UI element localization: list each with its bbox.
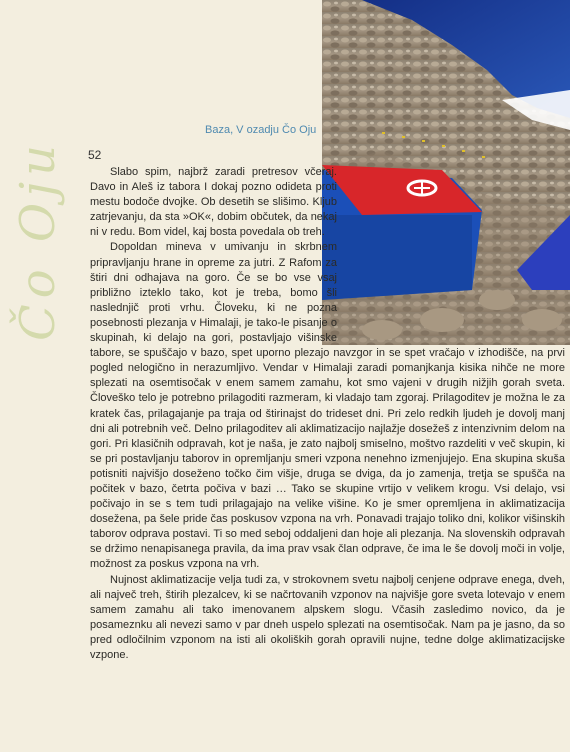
page-number: 52 — [88, 148, 102, 162]
photo-text-wrap — [337, 165, 565, 345]
paragraph: Dopoldan mineva v umivanju in skrbnem pripravljanju hrane in opreme za jutri. Z Rafom za štiri dni odhajava na goro. Če se bo vse vsaj približno izteklo tako, kot je treba, bomo šli naslednjič proti vrhu. Človeku, ki ne pozna posebnosti plezanja v Himalaji, je tako-le pisanje o skupinah, ki delajo na gori, postavljajo višinske tabore, se spuščajo v bazo, spet uporno plezajo navzgor in se spet vračajo v izhodišče, na prvi pogled nelogično in nerazumljivo. Vendar v Himalaji zaradi pomanjkanja kisika nihče ne more splezati na osemtisočak v enem samem zamahu, kot smo vajeni v drugih nižjih gorah sveta. Človeško telo je potrebno prilagoditi razmeram, ki vladajo tam zgoraj. Prilagoditev je možna le za kratek čas, prilagajanje pa traja od štirinajst do trideset dni. Pri zelo redkih ljudeh je dovolj manj dni ali potrebnih več. Delno prilagoditev ali aklimatizacijo najlažje dosežeš z intenzivnim delom na gori. Pri klasičnih odpravah, kot je naša, je zato najbolj smiselno, moštvo razdeliti v več skupin, ki se pri postavljanju taborov in opremljanju smeri vzpona nenehno izmenjujejo. Ena skupina skuša potisniti najvišjo doseženo točko čim višje, druga se dviga, da jo zamenja, tretja se spušča na počitek v bazo, četrta počiva v bazi … Tako se skupine vrtijo v velikem krogu. Vsi delajo, vsi počivajo in se s tem tudi prilagajajo na velike višine. Ko je smer opremljena in aklimatizacija dosežena, pa šele pride čas poskusov vzpona na vrh. Ponavadi trajajo toliko dni, kolikor višinskih taborov odprava postavi. Ti so med seboj oddaljeni dan hoje ali plezanja. Na slovenskih odpravah se držimo nenapisanega pravila, da ima prav vsak član odprave, če ima le še dovolj moči in volje, možnost za poskus vzpona na vrh. — [90, 241, 565, 571]
side-title: Čo Oju — [10, 138, 66, 342]
photo-caption: Baza, V ozadju Čo Oju — [205, 124, 317, 136]
paragraph: Nujnost aklimatizacije velja tudi za, v strokovnem svetu najbolj cenjene odprave enega, dveh, ali največ treh, štirih plezalcev, ki se načrtovanih vzponov na najvišje gore sveta lotevajo v enem samem zamahu ali tako imenovanem alpskem slogu. Včasih zasledimo novico, da je posameznku ali nevezi samo v par dneh uspelo splezati na osemtisočak. Nam pa je jasno, da so pred odločilnim vzponom na isti ali okoliških gorah opravili nujne, tedne dolge aklimatizacijske vzpone. — [90, 573, 565, 661]
paragraph: Slabo spim, najbrž zaradi pretresov včeraj. Davo in Aleš iz tabora I dokaj pozno odideta proti mestu bodoče dvojke. Ob desetih se slišimo. Kljub zatrjevanju, da sta »OK«, dobim občutek, da nekaj ni v redu. Bom videl, kaj bosta povedala ob treh. — [90, 166, 337, 239]
body-text — [90, 165, 565, 663]
